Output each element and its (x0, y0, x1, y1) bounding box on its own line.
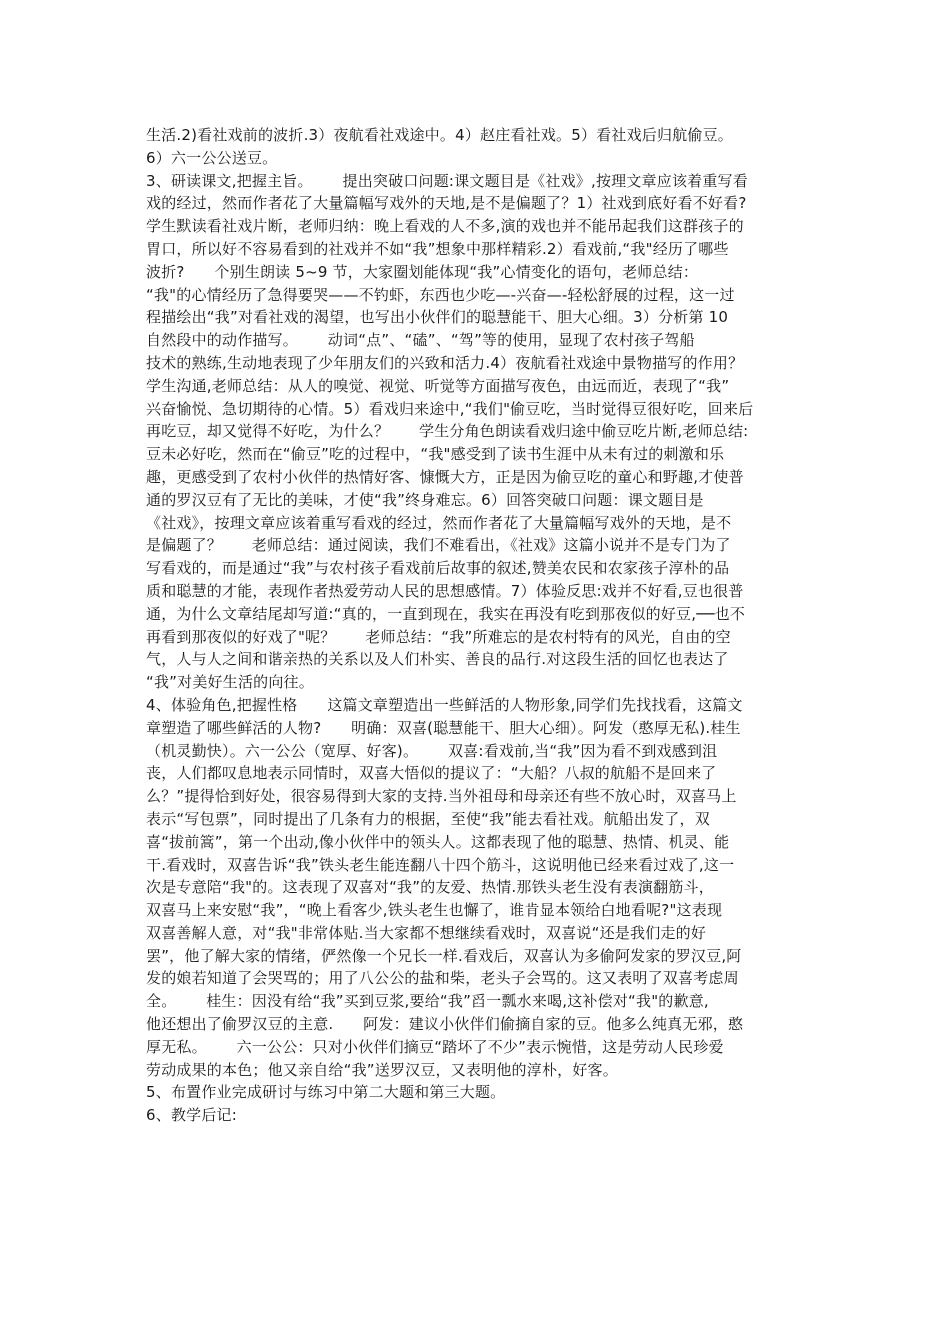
text-line: 《社戏》，按理文章应该着重写看戏的经过，然而作者花了大量篇幅写戏外的天地，是不 (146, 513, 732, 532)
text-line: 气，人与人之间和谐亲热的关系以及人们朴实、善良的品行.对这段生活的回忆也表达了 (146, 650, 729, 669)
text-line: 干.看戏时，双喜告诉“我”铁头老生能连翻八十四个筋斗，这说明他已经来看过戏了,这一 (146, 855, 735, 874)
text-line: 是偏题了？ 老师总结：通过阅读，我们不难看出，《社戏》这篇小说并不是专门为了 (146, 536, 731, 555)
text-line: “我"的心情经历了急得要哭——不钓虾，东西也少吃—-兴奋—-轻松舒展的过程，这一过 (146, 285, 735, 304)
text-line: 劳动成果的本色；他又亲自给“我”送罗汉豆，又表明他的淳朴，好客。 (146, 1060, 618, 1079)
text-line: 双喜马上来安慰“我”，“晚上看客少,铁头老生也懈了，谁肯显本领给白地看呢?"这表现 (146, 901, 723, 920)
text-line: 趣，更感受到了农村小伙伴的热情好客、慷慨大方，正是因为偷豆吃的童心和野趣,才使普 (146, 467, 744, 486)
text-line: 么？”提得恰到好处，很容易得到大家的支持.当外祖母和母亲还有些不放心时，双喜马上 (146, 787, 737, 806)
text-line: 发的娘若知道了会哭骂的；用了八公公的盐和柴，老头子会骂的。这又表明了双喜考虑周 (146, 969, 739, 988)
text-line: 厚无私。 六一公公：只对小伙伴们摘豆“踏坏了不少”表示惋惜，这是劳动人民珍爱 (146, 1037, 724, 1056)
text-line: 波折? 个别生朗读 5~9 节，大家圈划能体现“我”心情变化的语句，老师总结： (146, 262, 699, 281)
text-line: 他还想出了偷罗汉豆的主意. 阿发：建议小伙伴们偷摘自家的豆。他多么纯真无邪，憨 (146, 1015, 744, 1034)
text-line: 表示“写包票”，同时提出了几条有力的根据，至使“我”能去看社戏。航船出发了，双 (146, 809, 710, 828)
text-line: 次是专意陪“我"的。这表现了双喜对“我”的友爱、热情.那铁头老生没有表演翻筋斗， (146, 878, 714, 897)
text-line: 4、体验角色,把握性格 这篇文章塑造出一些鲜活的人物形象,同学们先找找看，这篇文 (146, 695, 743, 714)
text-line: 再吃豆，却又觉得不好吃，为什么？ 学生分角色朗读看戏归途中偷豆吃片断,老师总结: (146, 422, 749, 441)
text-line: 技术的熟练,生动地表现了少年朋友们的兴致和活力.4）夜航看社戏途中景物描写的作用？ (146, 353, 744, 372)
text-line: 章塑造了哪些鲜活的人物? 明确：双喜(聪慧能干、胆大心细）。阿发（憨厚无私).桂生 (146, 718, 741, 737)
text-line: 程描绘出“我”对看社戏的渴望，也写出小伙伴们的聪慧能干、胆大心细。3）分析第 10 (146, 308, 729, 327)
text-line: 通，为什么文章结尾却写道:“真的，一直到现在，我实在再没有吃到那夜似的好豆,──也不 (146, 604, 746, 623)
text-line: 再看到那夜似的好戏了"呢？ 老师总结：“我”所难忘的是农村特有的风光，自由的空 (146, 627, 731, 646)
text-line: 通的罗汉豆有了无比的美味，才使“我”终身难忘。6）回答突破口问题：课文题目是 (146, 490, 704, 509)
document-body (146, 124, 814, 1127)
text-line: 5、布置作业完成研讨与练习中第二大题和第三大题。 (146, 1083, 506, 1102)
text-line: 丧，人们都叹息地表示同情时，双喜大悟似的提议了：“大船？八叔的航船不是回来了 (146, 764, 717, 783)
text-line: 胃口，所以好不容易看到的社戏并不如“我”想象中那样精彩.2）看戏前,“我"经历了哪些 (146, 239, 729, 258)
text-line: 写看戏的，而是通过“我”与农村孩子看戏前后故事的叙述,赞美农民和农家孩子淳朴的品 (146, 559, 730, 578)
text-line: 豆未必好吃，然而在“偷豆”吃的过程中，“我"感受到了读书生涯中从未有过的刺激和乐 (146, 445, 725, 464)
text-line: 戏的经过，然而作者花了大量篇幅写戏外的天地,是不是偏题了？1）社戏到底好看不好看? (146, 194, 747, 213)
text-line: 兴奋愉悦、急切期待的心情。5）看戏归来途中,“我们"偷豆吃，当时觉得豆很好吃，回来后 (146, 399, 754, 418)
text-line: 生活.2)看社戏前的波折.3）夜航看社戏途中。4）赵庄看社戏。5）看社戏后归航偷豆。 (146, 126, 733, 144)
text-line: 双喜善解人意，对“我"非常体贴.当大家都不想继续看戏时，双喜说“还是我们走的好 (146, 923, 707, 942)
text-line: 全。 桂生：因没有给“我”买到豆浆,要给“我”舀一瓢水来喝,这补偿对“我"的歉意, (146, 992, 709, 1011)
text-line: 喜“拔前篙”，第一个出动,像小伙伴中的领头人。这都表现了他的聪慧、热情、机灵、能 (146, 832, 730, 851)
text-line: “我”对美好生活的向往。 (146, 673, 314, 692)
text-line: 学生默读看社戏片断，老师归纳：晚上看戏的人不多,演的戏也并不能吊起我们这群孩子的 (146, 217, 744, 236)
text-line: （机灵勤快）。六一公公（宽厚、好客)。 双喜:看戏前,当“我”因为看不到戏感到沮 (146, 741, 718, 760)
text-line: 质和聪慧的才能，表现作者热爱劳动人民的思想感情。7）体验反思:戏并不好看,豆也很普 (146, 581, 744, 600)
text-line: 罢”，他了解大家的情绪，俨然像一个兄长一样.看戏后，双喜认为多偷阿发家的罗汉豆,阿 (146, 946, 742, 965)
text-line: 自然段中的动作描写。 动词“点”、“磕”、“驾”等的使用，显现了农村孩子驾船 (146, 331, 695, 350)
text-line: 学生沟通,老师总结：从人的嗅觉、视觉、听觉等方面描写夜色，由远而近，表现了“我” (146, 376, 730, 395)
text-line: 6）六一公公送豆。 (146, 148, 278, 167)
text-line: 6、教学后记: (146, 1106, 237, 1125)
text-line: 3、研读课文,把握主旨。 提出突破口问题:课文题目是《社戏》,按理文章应该着重写看 (146, 171, 748, 190)
